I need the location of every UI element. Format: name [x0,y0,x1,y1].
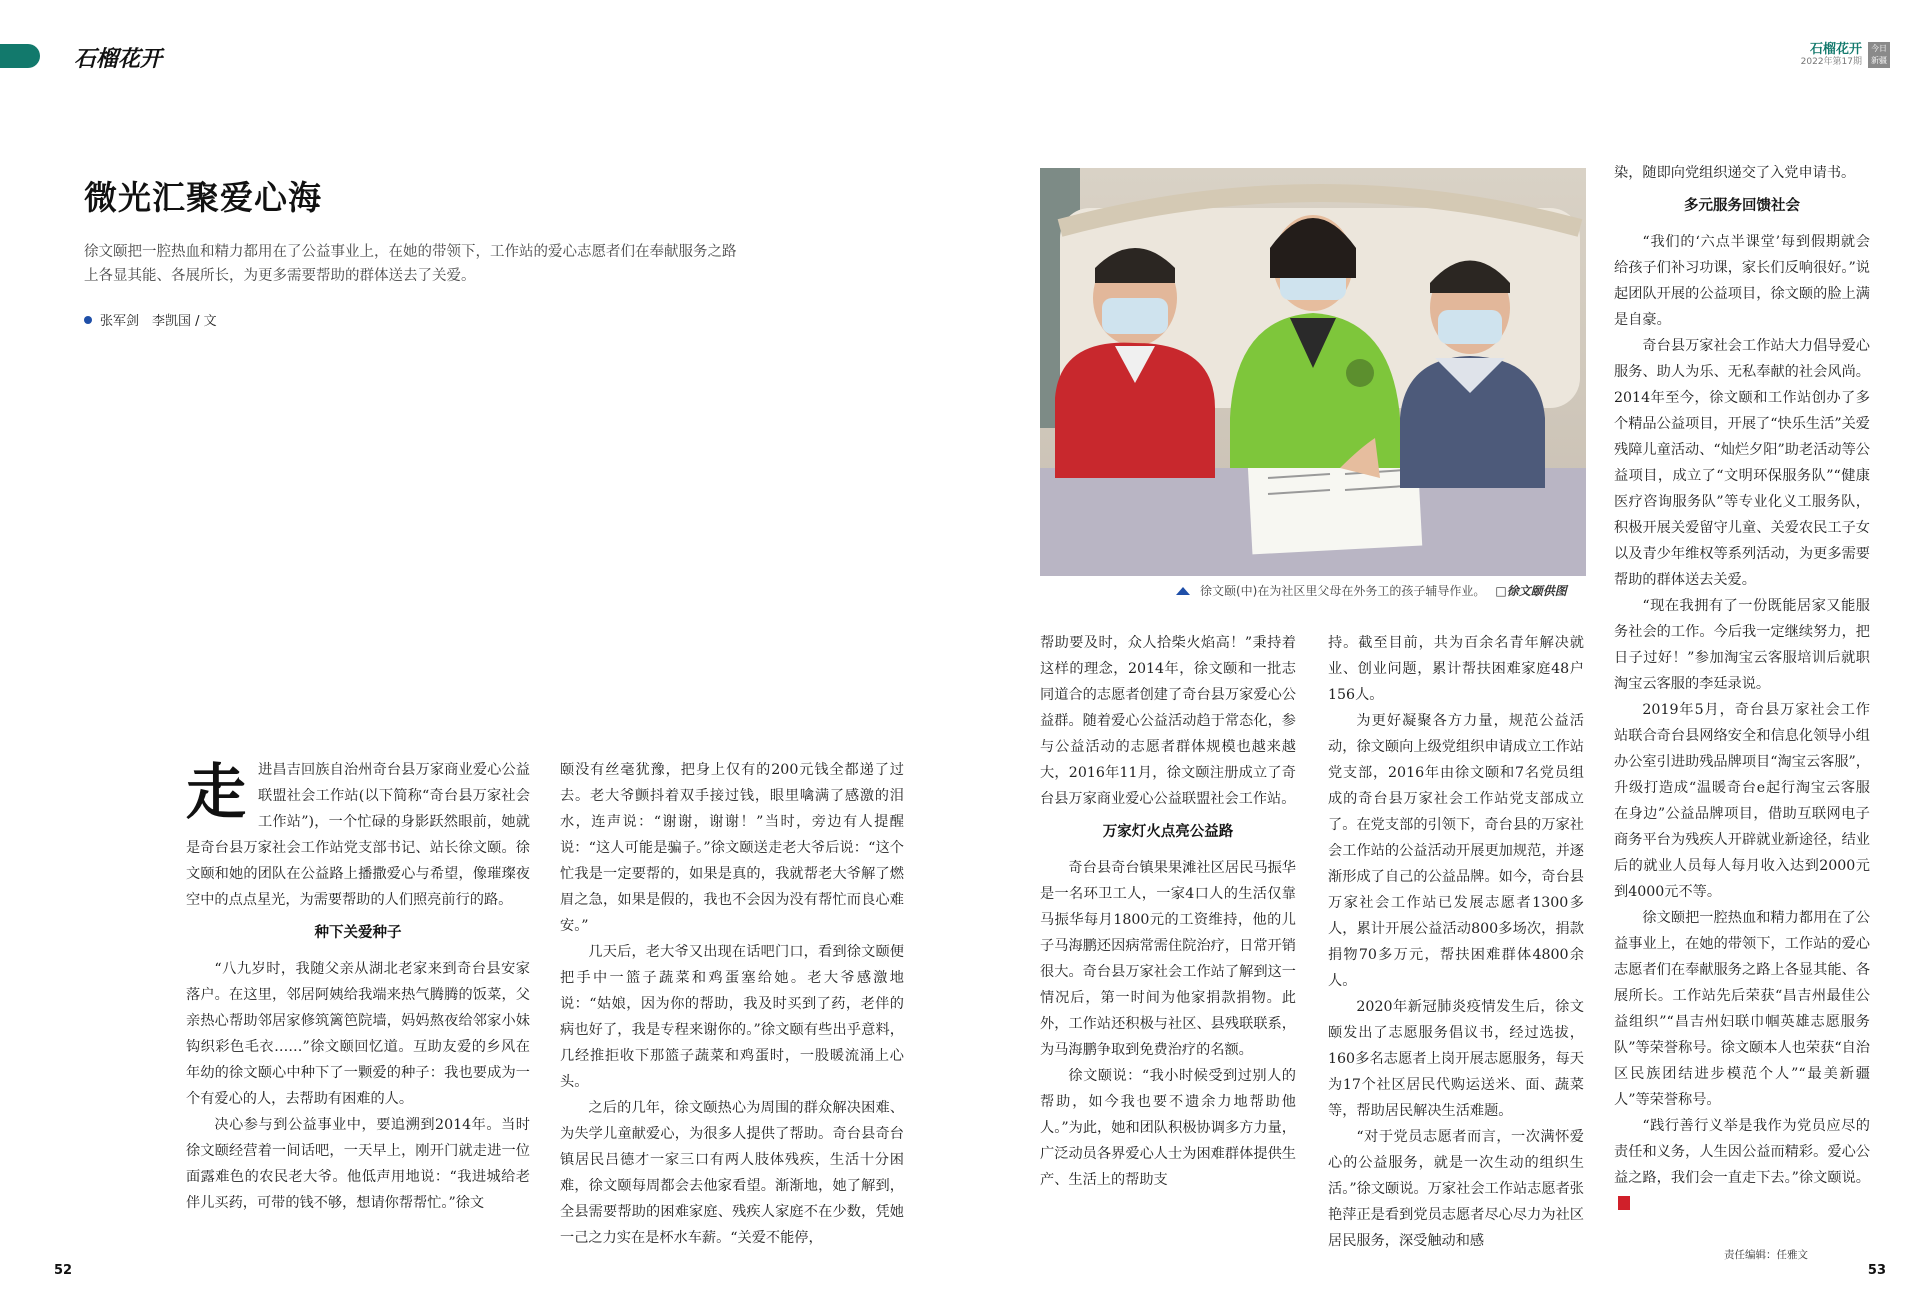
editor-credit: 责任编辑：任雅文 [1724,1249,1808,1261]
paragraph: 2019年5月，奇台县万家社会工作站联合奇台县网络安全和信息化领导小组办公室引进助残品牌项目“淘宝云客服”，升级打造成“温暖奇台e起行淘宝云客服在身边”公益品牌项目，借助互联网电子商务平台为残疾人开辟就业新途径，结业后的就业人员每人每月收入达到2000元到4000元不等。 [1614,702,1870,900]
paragraph: 之后的几年，徐文颐热心为周围的群众解决困难、为失学儿童献爱心，为很多人提供了帮助。奇台县奇台镇居民吕德才一家三口有两人肢体残疾，生活十分困难，徐文颐每周都会去他家看望。渐渐地，她了解到，全县需要帮助的困难家庭、残疾人家庭不在少数，凭她一己之力实在是杯水车薪。“关爱不能停， [560,1100,904,1246]
article-photo [1040,168,1586,576]
article-column-1 [186,757,530,1216]
page-number-right: 53 [1867,1263,1886,1278]
magazine-badge: 今日新疆 [1868,42,1890,68]
right-page-header [1801,42,1890,68]
article-column-3 [1040,630,1296,1193]
article-column-4 [1328,630,1584,1254]
author-line [84,310,217,329]
paragraph: 帮助要及时，众人拾柴火焰高！”秉持着这样的理念，2014年，徐文颐和一批志同道合的志愿者创建了奇台县万家爱心公益群。随着爱心公益活动趋于常态化，参与公益活动的志愿者群体规模也越来越大，2016年11月，徐文颐注册成立了奇台县万家商业爱心公益联盟社会工作站。 [1040,635,1296,807]
drop-cap: 走 [186,758,246,828]
paragraph: “现在我拥有了一份既能居家又能服务社会的工作。今后我一定继续努力，把日子过好！”参加淘宝云客服培训后就职淘宝云客服的李廷录说。 [1614,598,1870,692]
section-tab-marker [0,44,40,68]
paragraph: 徐文颐说：“我小时候受到过别人的帮助，如今我也要不遗余力地帮助他人。”为此，她和团队积极协调多方力量，广泛动员各界爱心人士为困难群体提供生产、生活上的帮助支 [1040,1068,1296,1188]
section-heading-multi: 多元服务回馈社会 [1684,198,1800,214]
photo-caption [1176,582,1567,599]
paragraph: 奇台县奇台镇果果滩社区居民马振华是一名环卫工人，一家4口人的生活仅靠马振华每月1800元的工资维持，他的儿子马海鹏还因病常需住院治疗，日常开销很大。奇台县万家社会工作站了解到这一情况后，第一时间为他家捐款捐物。此外，工作站还积极与社区、县残联联系，为马海鹏争取到免费治疗的名额。 [1040,860,1296,1058]
paragraph: 持。截至目前，共为百余名青年解决就业、创业问题，累计帮扶困难家庭48户156人。 [1328,635,1584,703]
photo-credit: □徐文颐供图 [1495,584,1567,598]
paragraph: 几天后，老大爷又出现在话吧门口，看到徐文颐便把手中一篮子蔬菜和鸡蛋塞给她。老大爷感激地说：“姑娘，因为你的帮助，我及时买到了药，老伴的病也好了，我是专程来谢你的。”徐文颐有些出乎意料，几经推拒收下那篮子蔬菜和鸡蛋时，一股暖流涌上心头。 [560,944,904,1090]
caption-text: 徐文颐(中)在为社区里父母在外务工的孩子辅导作业。 [1200,584,1486,598]
paragraph: 颐没有丝毫犹豫，把身上仅有的200元钱全都递了过去。老大爷颤抖着双手接过钱，眼里噙满了感激的泪水，连声说：“谢谢，谢谢！”当时，旁边有人提醒说：“这人可能是骗子。”徐文颐送走老大爷后说：“这个忙我是一定要帮的，如果是真的，我就帮老大爷解了燃眉之急，如果是假的，我也不会因为没有帮忙而良心难安。” [560,762,904,934]
article-title: 微光汇聚爱心海 [84,178,322,217]
paragraph: 决心参与到公益事业中，要追溯到2014年。当时徐文颐经营着一间话吧，一天早上，刚开门就走进一位面露难色的农民老大爷。他低声用地说：“我进城给老伴儿买药，可带的钱不够，想请你帮帮忙。”徐文 [186,1117,530,1211]
article-column-2 [560,757,904,1251]
paragraph: 奇台县万家社会工作站大力倡导爱心服务、助人为乐、无私奉献的社会风尚。2014年至今，徐文颐和工作站创办了多个精品公益项目，开展了“快乐生活”关爱残障儿童活动、“灿烂夕阳”助老活动等公益项目，成立了“文明环保服务队”“健康医疗咨询服务队”等专业化义工服务队，积极开展关爱留守儿童、关爱农民工子女以及青少年维权等系列活动，为更多需要帮助的群体送去关爱。 [1614,338,1870,588]
issue-number: 2022年第17期 [1800,57,1862,67]
author-names: 张军剑 李凯国 / 文 [100,314,217,329]
paragraph: 为更好凝聚各方力量，规范公益活动，徐文颐向上级党组织申请成立工作站党支部，2016年由徐文颐和7名党员组成的奇台县万家社会工作站党支部成立了。在党支部的引领下，奇台县的万家社会工作站的公益活动开展更加规范，并逐渐形成了自己的公益品牌。如今，奇台县万家社会工作站已发展志愿者1300多人，累计开展公益活动800多场次，捐款捐物70多万元，帮扶困难群体4800余人。 [1328,713,1584,989]
paragraph: “八九岁时，我随父亲从湖北老家来到奇台县安家落户。在这里，邻居阿姨给我端来热气腾腾的饭菜，父亲热心帮助邻居家修筑篱笆院墙，妈妈熬夜给邻家小妹钩织彩色毛衣……”徐文颐回忆道。互助友爱的乡风在年幼的徐文颐心中种下了一颗爱的种子：我也要成为一个有爱心的人，去帮助有困难的人。 [186,961,530,1107]
left-page-header: 石榴花开 [74,46,163,72]
paragraph: “对于党员志愿者而言，一次满怀爱心的公益服务，就是一次生动的组织生活。”徐文颐说。万家社会工作站志愿者张艳萍正是看到党员志愿者尽心尽力为社区居民服务，深受触动和感 [1328,1129,1584,1249]
section-heading-light: 万家灯火点亮公益路 [1102,824,1234,840]
page-number-left: 52 [54,1263,73,1278]
article-column-5 [1614,160,1870,1217]
article-subtitle: 徐文颐把一腔热血和精力都用在了公益事业上，在她的带领下，工作站的爱心志愿者们在奉献服务之路上各显其能、各展所长，为更多需要帮助的群体送去了关爱。 [84,244,737,284]
triangle-icon [1176,587,1190,595]
circle-bullet-icon [84,316,92,324]
paragraph: 进昌吉回族自治州奇台县万家商业爱心公益联盟社会工作站(以下简称“奇台县万家社会工作站”)，一个忙碌的身影跃然眼前，她就是奇台县万家社会工作站党支部书记、站长徐文颐。徐文颐和她的团队在公益路上播撒爱心与希望，像璀璨夜空中的点点星光，为需要帮助的人们照亮前行的路。 [186,762,530,908]
paragraph-text: “践行善行义举是我作为党员应尽的责任和义务，人生因公益而精彩。爱心公益之路，我们会一直走下去。”徐文颐说。 [1614,1118,1870,1186]
paragraph: “我们的‘六点半课堂’每到假期就会给孩子们补习功课，家长们反响很好。”说起团队开展的公益项目，徐文颐的脸上满是自豪。 [1614,234,1870,328]
closing-paragraph [1614,1113,1870,1217]
photo-illustration [1040,168,1586,576]
section-heading-seed: 种下关爱种子 [314,925,402,941]
paragraph: 染，随即向党组织递交了入党申请书。 [1614,165,1856,181]
end-mark-icon [1618,1196,1630,1210]
right-header-title: 石榴花开 [1809,42,1862,57]
paragraph: 徐文颐把一腔热血和精力都用在了公益事业上，在她的带领下，工作站的爱心志愿者们在奉献服务之路上各显其能、各展所长。工作站先后荣获“昌吉州最佳公益组织”“昌吉州妇联巾帼英雄志愿服务队”等荣誉称号。徐文颐本人也荣获“自治区民族团结进步模范个人”“最美新疆人”等荣誉称号。 [1614,910,1870,1108]
paragraph: 2020年新冠肺炎疫情发生后，徐文颐发出了志愿服务倡议书，经过选拔，160多名志愿者上岗开展志愿服务，每天为17个社区居民代购运送米、面、蔬菜等，帮助居民解决生活难题。 [1328,999,1584,1119]
